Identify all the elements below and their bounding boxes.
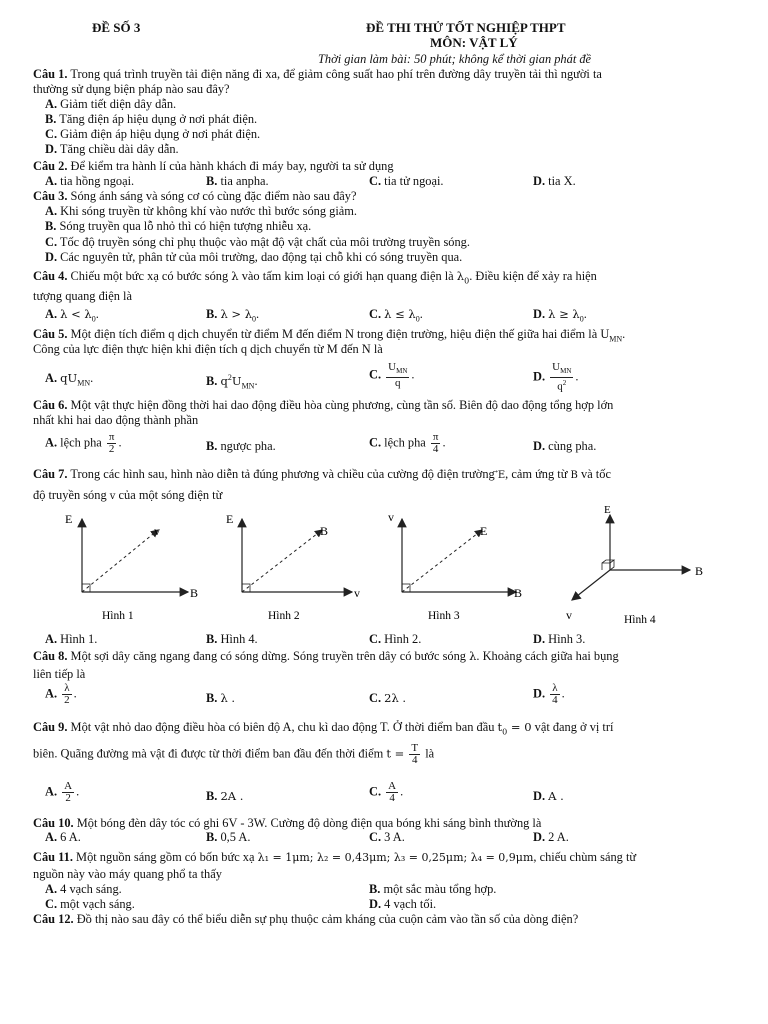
option-subscript: 0 — [415, 314, 420, 324]
question-text-cont: Công của lực điện thực hiện khi điện tích q dịch chuyển từ M đến N là — [33, 342, 383, 356]
answer-option[interactable] — [369, 174, 444, 188]
option-text: Sóng truyền qua lỗ nhỏ thì có hiện tượng nhiễu xạ. — [59, 219, 312, 233]
t0-expression: $t_0 = 0$ — [497, 720, 532, 737]
answer-option[interactable]: D. $\frac{U_{MN}}{q^2}$ . — [533, 361, 579, 393]
option-key: A. — [45, 435, 58, 450]
option-text: 2 A. — [548, 830, 569, 844]
option-key: B. — [206, 632, 218, 646]
question-text: và tốc — [581, 467, 611, 481]
answer-option[interactable] — [533, 174, 576, 188]
question-text: , cảm ứng từ — [505, 467, 568, 481]
fig-label: E — [604, 505, 611, 516]
question-label: Câu 4. — [33, 269, 68, 283]
question-label: Câu 10. — [33, 816, 74, 830]
question-text: Một vật nhỏ dao động điều hòa có biên độ A, chu kì dao động T. Ở thời điểm ban đầu — [70, 720, 495, 734]
option-key: C. — [45, 127, 58, 141]
option-key: B. — [206, 174, 218, 188]
question-text: là — [425, 746, 435, 761]
option-key: B. — [206, 307, 218, 321]
option-text: Hình 4. — [220, 632, 258, 646]
option-text: λ ≥ λ — [548, 307, 580, 321]
lambda-symbol: λ — [231, 269, 239, 283]
wavelength-formula: λ₁ = 1μm; λ₂ = 0,43μm; λ₃ = 0,25μm; λ₄ = 0,9μm — [257, 851, 534, 864]
option-text: ngược pha. — [220, 439, 276, 453]
answer-option[interactable] — [45, 97, 176, 111]
answer-option[interactable] — [533, 830, 569, 844]
option-key: C. — [369, 307, 382, 321]
figure-4 — [566, 505, 703, 626]
question-11 — [33, 850, 636, 865]
option-text: Tăng điện áp hiệu dụng ở nơi phát điện. — [59, 112, 258, 126]
question-text: , chiếu chùm sáng từ — [533, 850, 637, 864]
option-key: A. — [45, 686, 58, 701]
answer-option[interactable] — [45, 897, 135, 911]
answer-option[interactable] — [533, 789, 564, 803]
option-key: C. — [369, 435, 382, 450]
question-text: Trong các hình sau, hình nào diễn tả đúng phương và chiều của cường độ điện trường — [70, 467, 495, 481]
option-end: . — [95, 307, 99, 321]
fraction: $\frac{\lambda}{4}$ — [552, 682, 558, 706]
fig-caption: Hình 1 — [102, 610, 134, 622]
answer-option[interactable] — [533, 439, 596, 453]
option-end: . — [583, 307, 587, 321]
question-label: Câu 6. — [33, 398, 68, 412]
answer-option[interactable] — [533, 632, 585, 646]
option-subscript: 0 — [252, 314, 257, 324]
option-text: λ < λ — [60, 307, 92, 321]
answer-option[interactable] — [45, 174, 134, 188]
answer-option[interactable] — [206, 371, 258, 394]
option-key: D. — [533, 632, 546, 646]
question-text: Đồ thị nào sau đây có thể biểu diễn sự phụ thuộc cảm kháng của cuộn cảm vào tần số của dòng điện? — [76, 912, 579, 926]
option-text: 2λ . — [384, 691, 407, 705]
question-text: Một bóng đèn dây tóc có ghi 6V - 3W. Cường độ dòng điện qua bóng khi sáng bình thường là — [76, 816, 542, 830]
option-key: A. — [45, 784, 58, 799]
question-1 — [33, 67, 602, 81]
option-text: 4 vạch sáng. — [60, 882, 122, 896]
fraction: $\frac{T}{4}$ — [411, 742, 419, 766]
option-key: D. — [533, 439, 546, 453]
option-text: 4 vạch tối. — [384, 897, 437, 911]
exam-number: ĐỀ SỐ 3 — [92, 20, 141, 35]
option-key: A. — [45, 97, 58, 111]
question-label: Câu 11. — [33, 850, 73, 864]
exam-time-note: Thời gian làm bài: 50 phút; không kể thời gian phát đề — [318, 52, 592, 66]
question-text: Sóng ánh sáng và sóng cơ có cùng đặc điểm nào sau đây? — [70, 189, 357, 203]
answer-option[interactable] — [45, 632, 97, 646]
fig-label: v — [388, 510, 394, 524]
answer-option[interactable] — [45, 371, 93, 390]
option-text: A . — [548, 789, 564, 803]
answer-option[interactable]: D. $\frac{\lambda}{4}$ . — [533, 682, 565, 706]
answer-option[interactable] — [45, 112, 257, 126]
option-key: D. — [533, 789, 546, 803]
option-key: A. — [45, 632, 58, 646]
option-subscript: 0 — [579, 314, 584, 324]
question-text-cont — [33, 743, 434, 766]
answer-option[interactable] — [369, 691, 406, 705]
option-key: C. — [45, 897, 58, 911]
option-text: lệch pha — [384, 435, 426, 450]
lambda0-symbol: $\lambda_0$ — [456, 269, 470, 286]
question-text: Trong quá trình truyền tải điện năng đi xa, để giảm công suất hao phí trên đường dây truyền tải thì người ta — [70, 67, 602, 81]
option-key: D. — [45, 142, 58, 156]
exam-title: ĐỀ THI THỬ TỐT NGHIỆP THPT — [366, 20, 566, 35]
option-key: A. — [45, 882, 58, 896]
option-text: một vạch sáng. — [60, 897, 135, 911]
answer-option[interactable] — [206, 439, 276, 453]
option-text: Tốc độ truyền sóng chỉ phụ thuộc vào mật độ vật chất của môi trường truyền sóng. — [59, 235, 470, 249]
option-key: C. — [369, 174, 382, 188]
option-text: Giảm tiết diện dây dẫn. — [60, 97, 177, 111]
fig-label: E — [65, 512, 73, 526]
answer-option[interactable] — [206, 830, 250, 844]
answer-option[interactable] — [45, 250, 462, 264]
fig-label: B — [320, 524, 329, 538]
option-text: Giảm điện áp hiệu dụng ở nơi phát điện. — [60, 127, 261, 141]
option-end: . — [419, 307, 423, 321]
figure-3 — [388, 510, 522, 622]
option-superscript: 2 — [227, 373, 232, 382]
option-key: B. — [206, 789, 218, 803]
lambda-symbol: λ — [469, 649, 477, 663]
fraction: $\frac{U_{MN}}{q^2}$ — [552, 361, 572, 393]
question-label: Câu 8. — [33, 649, 68, 663]
fig-label: E — [480, 524, 488, 538]
answer-option[interactable]: C. $\frac{U_{MN}}{q}$ . — [369, 361, 415, 390]
option-subscript: 0 — [91, 314, 96, 324]
fig-label: E — [226, 512, 234, 526]
answer-option[interactable] — [45, 235, 470, 249]
question-text-cont — [33, 488, 222, 504]
answer-option[interactable] — [206, 789, 243, 803]
option-key: C. — [45, 235, 58, 249]
vector-B: B — [570, 470, 578, 481]
option-key: B. — [206, 439, 218, 453]
option-key: D. — [369, 897, 382, 911]
answer-option[interactable] — [369, 307, 423, 326]
option-key: D. — [533, 307, 546, 321]
question-4 — [33, 269, 597, 288]
option-text: tia hồng ngoại. — [60, 174, 135, 188]
answer-option[interactable] — [206, 307, 259, 326]
question-text: vào tấm kim loại có giới hạn quang điện là — [241, 269, 454, 283]
answer-option[interactable] — [369, 632, 421, 646]
answer-option[interactable] — [45, 219, 311, 233]
vector-v: v — [109, 491, 116, 502]
option-text: λ . — [220, 691, 236, 705]
answer-option[interactable] — [45, 830, 81, 844]
exam-subject: MÔN: VẬT LÝ — [430, 35, 518, 50]
answer-option[interactable] — [206, 632, 258, 646]
option-text: một sắc màu tổng hợp. — [383, 882, 497, 896]
question-text-cont: thường sử dụng biện pháp nào sau đây? — [33, 82, 230, 96]
fig-label: B — [190, 586, 199, 600]
option-key: D. — [533, 174, 546, 188]
option-text: tia anpha. — [220, 174, 269, 188]
option-key: C. — [369, 691, 382, 705]
option-text: lệch pha — [60, 435, 102, 450]
fraction: $\frac{\lambda}{2}$ — [64, 682, 70, 706]
fig-caption: Hình 4 — [624, 614, 656, 626]
option-key: B. — [206, 691, 218, 705]
option-text: 2A . — [220, 789, 244, 803]
option-key: C. — [369, 632, 382, 646]
question-text: . Khoảng cách giữa hai bụng — [476, 649, 619, 663]
question-8 — [33, 649, 619, 663]
vector-E: E — [497, 470, 506, 481]
option-key: B. — [206, 830, 218, 844]
question-label: Câu 9. — [33, 720, 68, 734]
question-10 — [33, 816, 541, 830]
answer-option[interactable] — [45, 142, 179, 156]
answer-option[interactable]: A. lệch pha $\frac{\pi}{2}$ . — [45, 431, 122, 455]
fig-label: v — [566, 608, 572, 622]
option-text: Hình 1. — [60, 632, 98, 646]
fraction: $\frac{U_{MN}}{q}$ — [388, 361, 408, 390]
option-text: Hình 3. — [548, 632, 586, 646]
option-text: Hình 2. — [384, 632, 422, 646]
option-key: C. — [369, 784, 382, 799]
question-5: Câu 5. Một điện tích điểm q dịch chuyển từ điểm M đến điểm N trong điện trường, hiệu điện thế giữa hai điểm là $U_{MN}$. — [33, 327, 626, 344]
question-text: Một sợi dây căng ngang đang có sóng dừng. Sóng truyền trên dây có bước sóng — [70, 649, 466, 663]
answer-option[interactable] — [45, 882, 122, 896]
option-key: B. — [369, 882, 381, 896]
question-3 — [33, 189, 357, 203]
option-key: A. — [45, 174, 58, 188]
option-text: λ ≤ λ — [384, 307, 416, 321]
answer-option[interactable] — [45, 127, 260, 141]
option-end: . — [90, 371, 94, 385]
question-subscript: MN — [609, 334, 623, 344]
answer-option[interactable]: C. $\frac{A}{4}$ . — [369, 780, 404, 804]
question-label: Câu 1. — [33, 67, 68, 81]
fig-label: v — [354, 586, 360, 600]
question-12 — [33, 912, 578, 926]
answer-option[interactable]: A. $\frac{\lambda}{2}$ . — [45, 682, 77, 706]
answer-option[interactable] — [533, 307, 587, 326]
question-label: Câu 7. — [33, 467, 68, 481]
answer-option[interactable] — [45, 307, 99, 326]
t-expression: t = — [386, 746, 405, 761]
option-text: Khi sóng truyền từ không khí vào nước thì bước sóng giảm. — [60, 204, 358, 218]
option-text: 3 A. — [384, 830, 405, 844]
option-text: Các nguyên tử, phân tử của môi trường, dao động tại chỗ khi có sóng truyền qua. — [60, 250, 463, 264]
option-key: D. — [533, 369, 546, 384]
question-text: biên. Quãng đường mà vật đi được từ thời điểm ban đầu đến thời điểm — [33, 746, 384, 761]
fig-label: v — [154, 524, 160, 538]
option-key: D. — [45, 250, 58, 264]
option-text: U — [231, 374, 242, 389]
answer-option[interactable] — [206, 691, 235, 705]
option-text: cùng pha. — [548, 439, 597, 453]
option-text: Tăng chiều dài dây dẫn. — [59, 142, 179, 156]
question-text: . Điều kiện để xảy ra hiện — [469, 269, 597, 283]
option-end: . — [256, 307, 260, 321]
option-text: tia X. — [548, 174, 576, 188]
option-key: B. — [45, 112, 57, 126]
option-key: A. — [45, 830, 58, 844]
answer-option[interactable] — [369, 897, 436, 911]
question-label: Câu 5. — [33, 327, 68, 341]
question-text: Một nguồn sáng gồm có bốn bức xạ — [76, 850, 255, 864]
question-text: vật đang ở vị trí — [534, 720, 614, 734]
answer-option[interactable] — [369, 830, 405, 844]
option-text: q — [220, 374, 228, 389]
question-2 — [33, 159, 394, 173]
option-key: B. — [45, 219, 57, 233]
question-text: Chiếu một bức xạ có bước sóng — [70, 269, 229, 283]
answer-option[interactable]: C. lệch pha $\frac{\pi}{4}$ . — [369, 431, 446, 455]
question-text-cont: nhất khi hai dao động thành phần — [33, 413, 199, 427]
fig-caption: Hình 3 — [428, 610, 460, 622]
option-key: A. — [45, 371, 58, 385]
question-label: Câu 2. — [33, 159, 68, 173]
option-key: A. — [45, 307, 58, 321]
question-text: Một vật thực hiện đồng thời hai dao động điều hòa cùng phương, cùng tần số. Biên độ dao động tổng hợp lớn — [70, 398, 614, 412]
option-key: D. — [533, 830, 546, 844]
option-text: λ > λ — [220, 307, 253, 321]
question-text: của một sóng điện từ — [118, 488, 223, 502]
question-6 — [33, 398, 613, 412]
fraction: $\frac{\pi}{4}$ — [432, 431, 439, 455]
option-key: D. — [533, 686, 546, 701]
question-text: Để kiểm tra hành lí của hành khách đi máy bay, người ta sử dụng — [70, 159, 394, 173]
option-subscript: MN — [77, 378, 91, 388]
option-subscript: MN — [241, 381, 255, 391]
option-key: B. — [206, 374, 218, 389]
question-text-cont: nguồn này vào máy quang phổ ta thấy — [33, 867, 222, 881]
option-key: C. — [369, 830, 382, 844]
answer-option[interactable]: A. $\frac{A}{2}$ . — [45, 780, 80, 804]
question-text: độ truyền sóng — [33, 488, 107, 502]
fig-caption: Hình 2 — [268, 610, 300, 622]
question-7 — [33, 467, 611, 483]
option-key: A. — [45, 204, 58, 218]
fraction: $\frac{A}{2}$ — [64, 780, 73, 804]
em-wave-figures — [60, 505, 750, 630]
option-key: C. — [369, 367, 382, 382]
question-label: Câu 12. — [33, 912, 74, 926]
option-text: 0,5 A. — [220, 830, 251, 844]
option-text: tia tử ngoại. — [384, 174, 444, 188]
question-9 — [33, 720, 613, 739]
option-text: 6 A. — [60, 830, 81, 844]
answer-option[interactable] — [206, 174, 269, 188]
option-end: . — [254, 374, 258, 389]
answer-option[interactable] — [45, 204, 357, 218]
question-text-cont: tượng quang điện là — [33, 289, 132, 303]
figure-2 — [226, 512, 360, 622]
figure-1 — [65, 512, 198, 622]
fraction: $\frac{\pi}{2}$ — [108, 431, 115, 455]
fig-label: B — [695, 564, 704, 578]
question-text: Một điện tích điểm q dịch chuyển từ điểm M đến điểm N trong điện trường, hiệu điện thế giữa hai điểm là U — [70, 327, 610, 341]
question-label: Câu 3. — [33, 189, 68, 203]
fraction: $\frac{A}{4}$ — [388, 780, 397, 804]
fig-label: B — [514, 586, 523, 600]
answer-option[interactable] — [369, 882, 496, 896]
option-text: qU — [60, 371, 78, 385]
question-text-cont: liên tiếp là — [33, 667, 86, 681]
